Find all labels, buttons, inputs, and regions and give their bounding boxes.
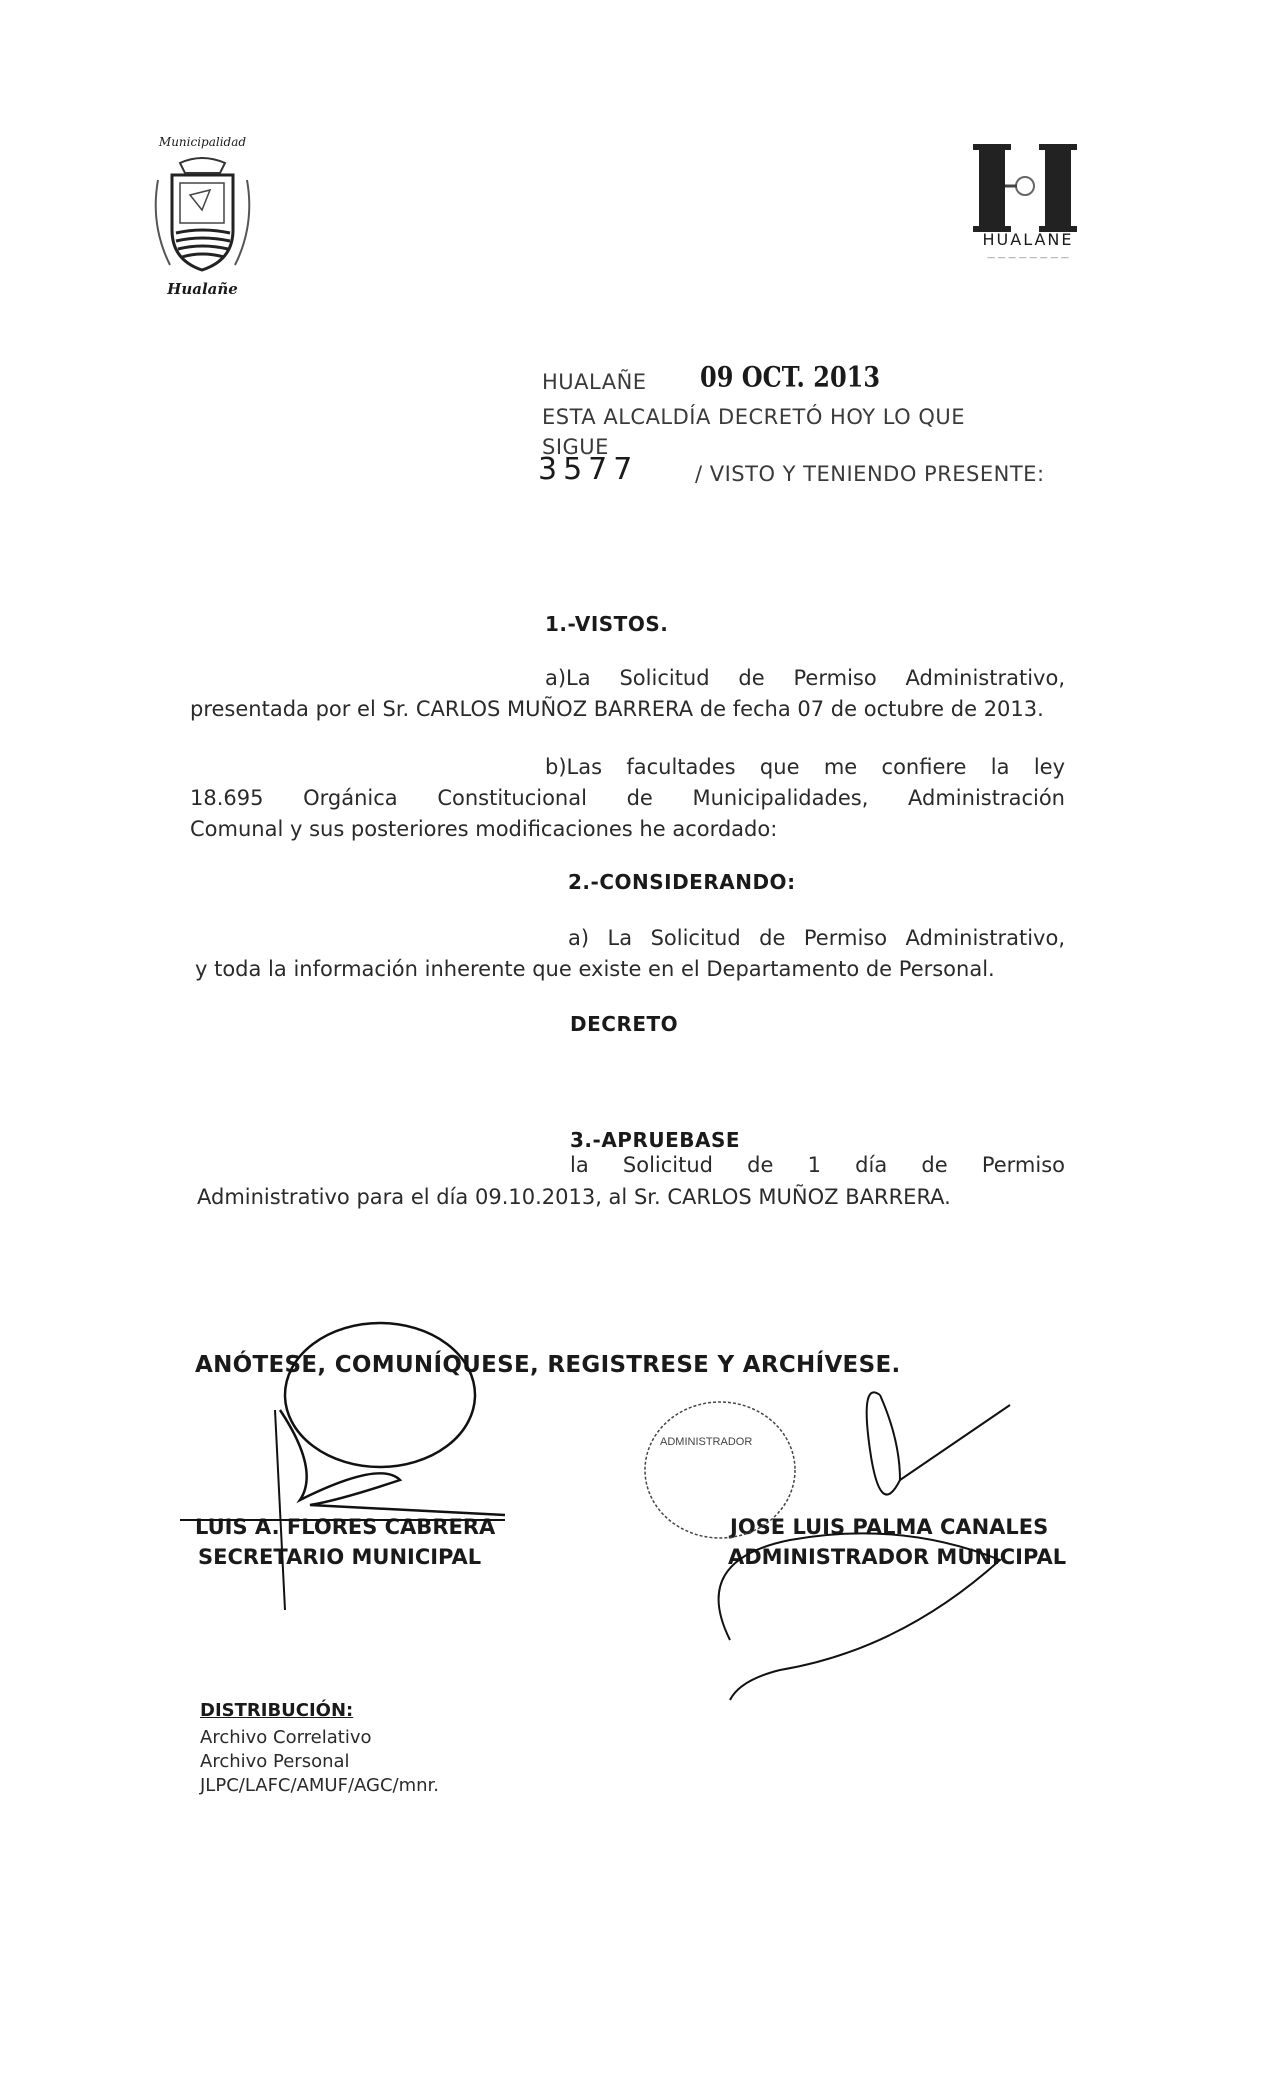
- crest-bottom-text: Hualañe: [167, 280, 238, 298]
- right-signature-loop: [867, 1392, 900, 1494]
- section-apruebase-title: 3.-APRUEBASE: [570, 1128, 741, 1152]
- vistos-b-line-3: Comunal y sus posteriores modificaciones he acordado:: [190, 817, 778, 841]
- date-stamp: 09 OCT. 2013: [700, 359, 881, 394]
- vistos-a-first-line: a)La Solicitud de Permiso Administrativo,: [545, 666, 1065, 690]
- section-vistos-title: 1.-VISTOS.: [545, 612, 669, 636]
- right-signature-ellipse: [719, 1533, 1000, 1700]
- considerando-a-text: y toda la información inherente que existe en el Departamento de Personal.: [195, 957, 995, 981]
- official-seal-ring: [645, 1402, 795, 1538]
- considerando-a-first-line: a) La Solicitud de Permiso Administrativo,: [568, 926, 1065, 950]
- distribution-item: Archivo Correlativo: [200, 1727, 372, 1748]
- header-line-2: ESTA ALCALDÍA DECRETÓ HOY LO QUE: [542, 405, 966, 429]
- left-signature-vertical: [275, 1410, 285, 1610]
- decree-number: 3577: [538, 452, 639, 487]
- header-line-3: SIGUE: [542, 435, 609, 459]
- apruebase-first-line: la Solicitud de 1 día de Permiso: [570, 1153, 1065, 1177]
- left-signature-loop: [285, 1323, 475, 1467]
- distribution-title: DISTRIBUCIÓN:: [200, 1700, 354, 1721]
- section-decreto-title: DECRETO: [570, 1012, 679, 1036]
- brand-name: HUALANE: [982, 230, 1074, 249]
- distribution-item: Archivo Personal: [200, 1751, 350, 1772]
- vistos-a-text: presentada por el Sr. CARLOS MUÑOZ BARRERA de fecha 07 de octubre de 2013.: [190, 697, 1044, 721]
- right-signatory-title: ADMINISTRADOR MUNICIPAL: [728, 1545, 1067, 1569]
- apruebase-text: Administrativo para el día 09.10.2013, al Sr. CARLOS MUÑOZ BARRERA.: [197, 1185, 951, 1209]
- left-signatory-name: LUIS A. FLORES CABRERA: [195, 1515, 496, 1539]
- right-signatory-name: JOSE LUIS PALMA CANALES: [730, 1515, 1049, 1539]
- header-line-4: / VISTO Y TENIENDO PRESENTE:: [695, 462, 1045, 486]
- vistos-b-line-2: 18.695 Orgánica Constitucional de Municipalidades, Administración: [190, 786, 1065, 810]
- left-signatory-title: SECRETARIO MUNICIPAL: [198, 1545, 482, 1569]
- brand-tagline: — — — — — — — —: [987, 253, 1069, 262]
- crest-top-text: Municipalidad: [158, 135, 247, 149]
- right-signature-stroke: [900, 1405, 1010, 1480]
- distribution-item: JLPC/LAFC/AMUF/AGC/mnr.: [200, 1775, 439, 1796]
- left-signature-stroke: [280, 1410, 505, 1515]
- header-location: HUALAÑE: [542, 370, 647, 394]
- official-seal-center-text: ADMINISTRADOR: [660, 1436, 753, 1448]
- vistos-b-first-line: b)Las facultades que me confiere la ley: [545, 755, 1065, 779]
- section-considerando-title: 2.-CONSIDERANDO:: [568, 870, 796, 894]
- closing-formula: ANÓTESE, COMUNÍQUESE, REGISTRESE Y ARCHÍVESE.: [195, 1352, 901, 1378]
